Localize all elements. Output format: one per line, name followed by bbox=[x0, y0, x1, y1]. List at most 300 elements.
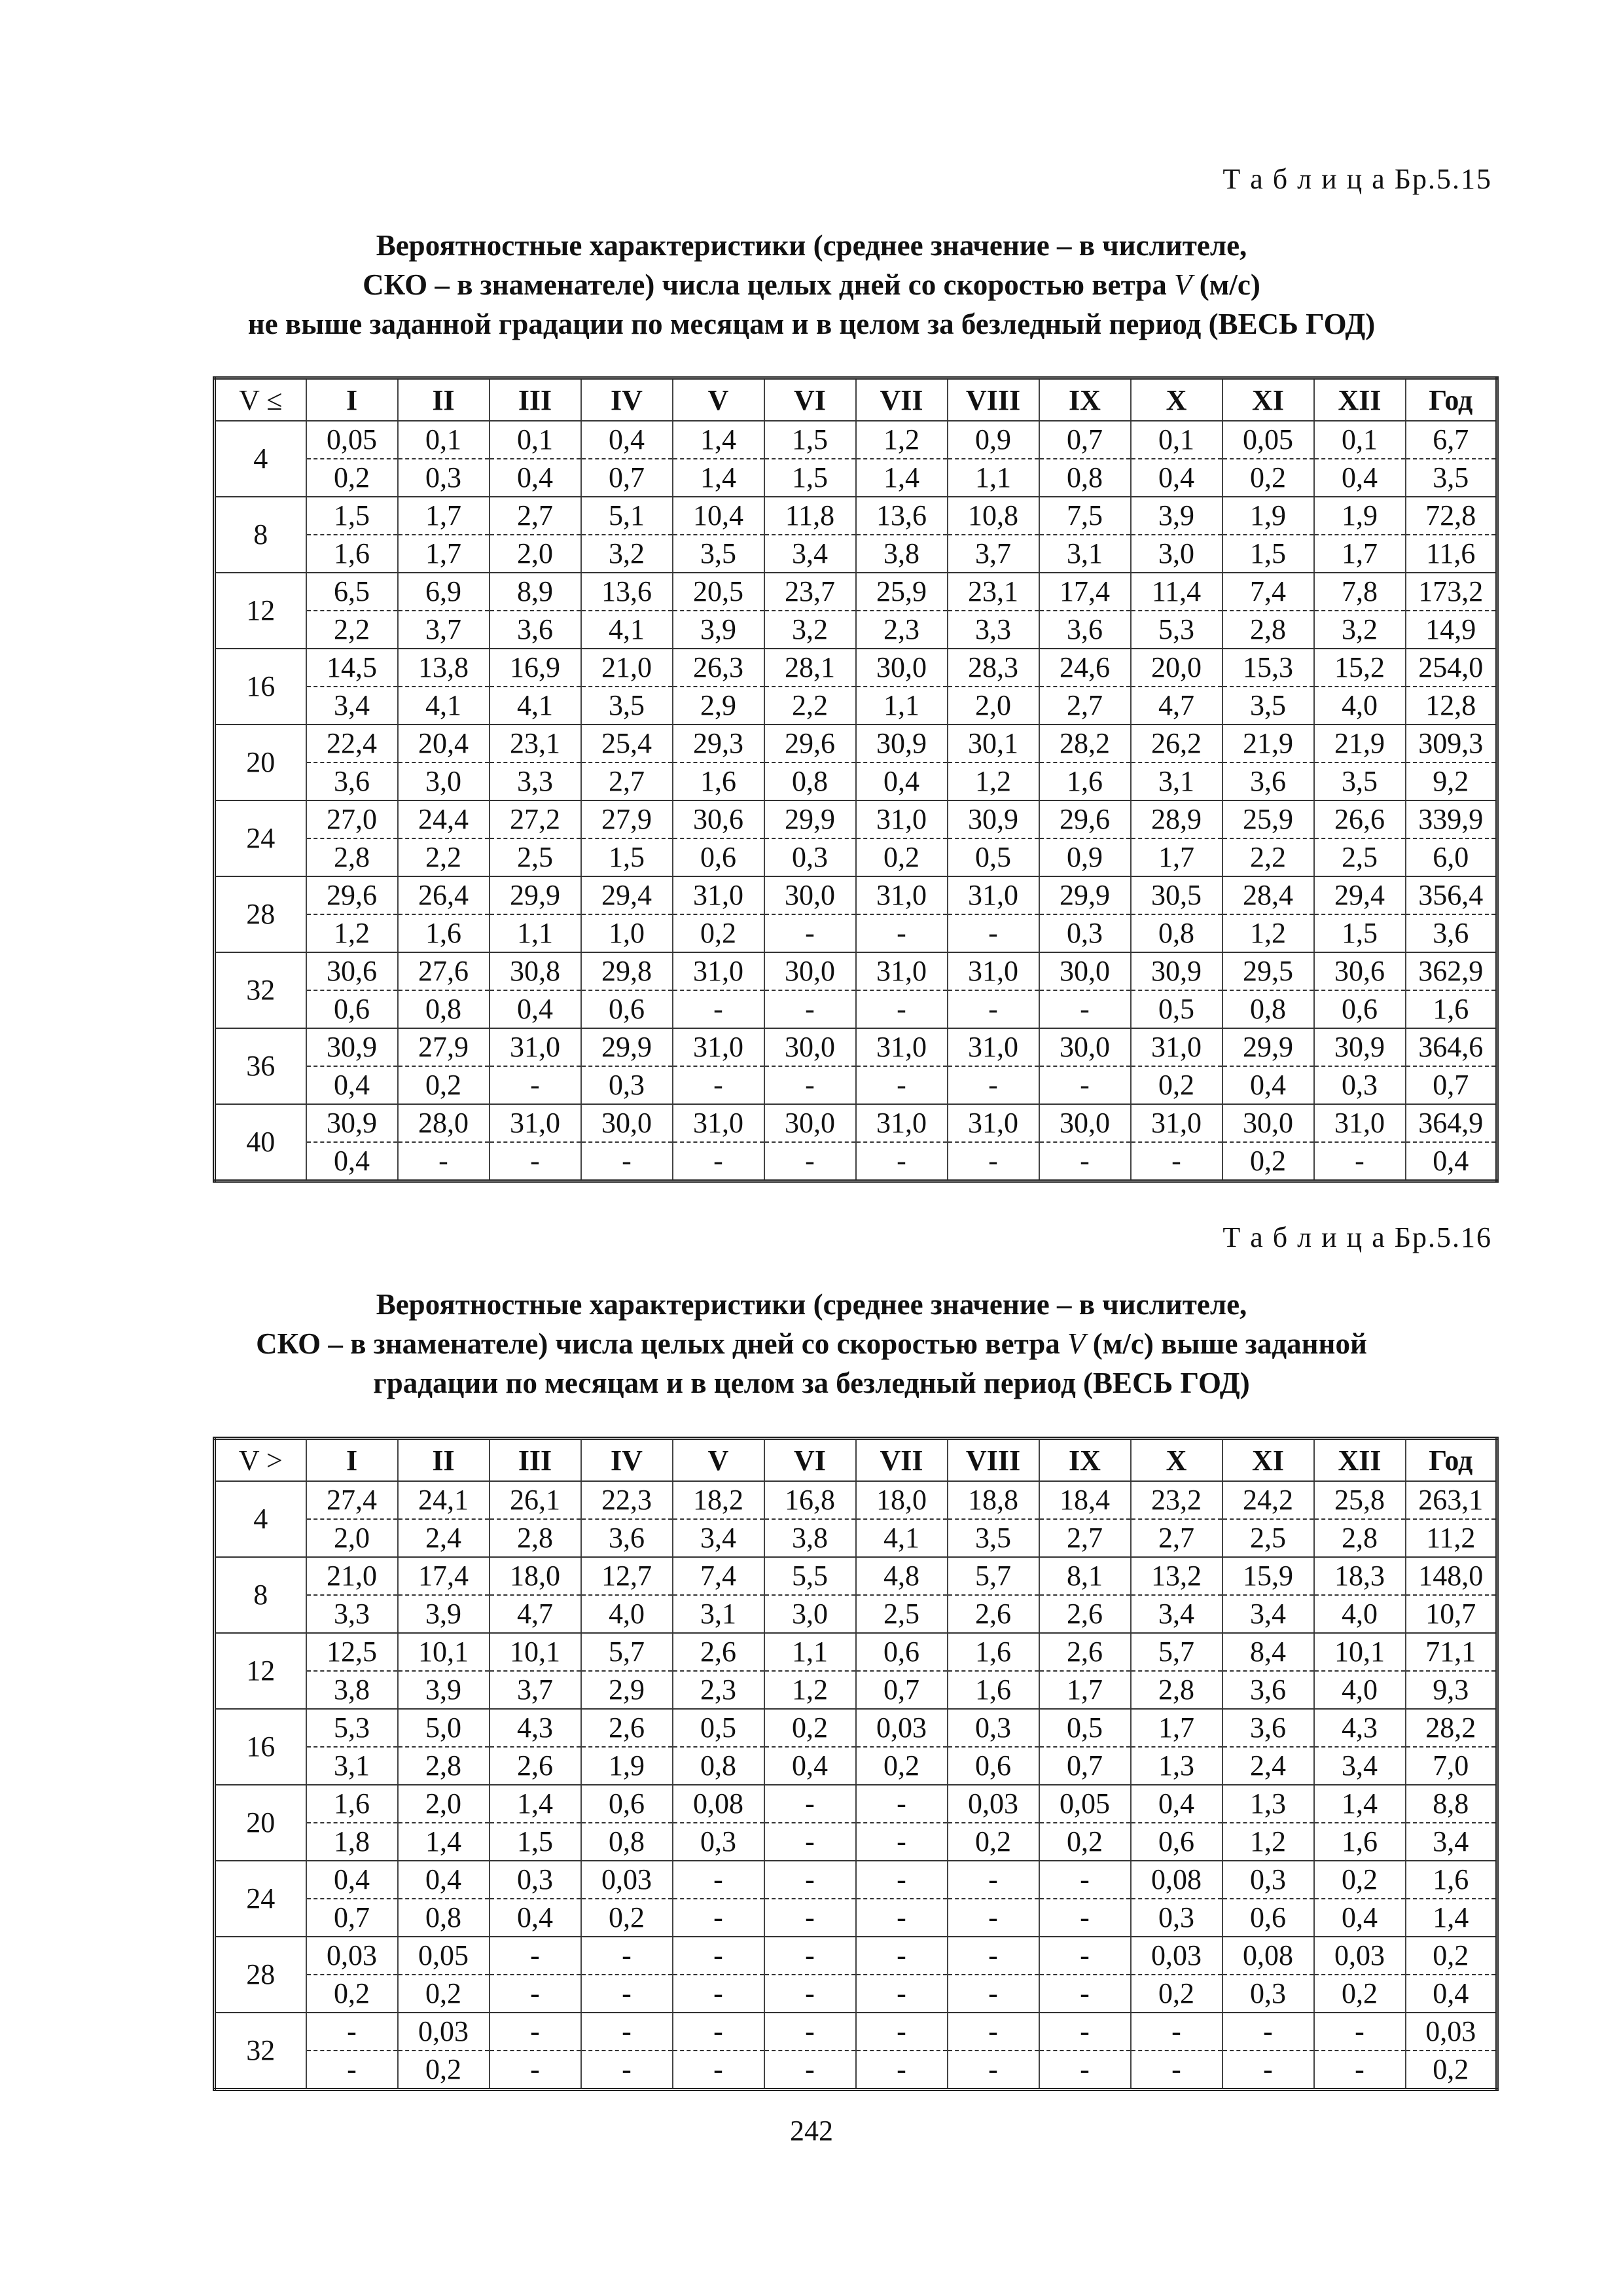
sko-cell: 0,2 bbox=[1222, 1142, 1314, 1181]
data-table bbox=[213, 376, 1499, 1183]
row-label-v: 4 bbox=[215, 1481, 306, 1557]
sko-cell: 0,8 bbox=[398, 990, 490, 1028]
table-row-mean bbox=[215, 2013, 1497, 2051]
table-row-sko bbox=[215, 459, 1497, 497]
sko-cell: 1,5 bbox=[1222, 535, 1314, 573]
sko-cell: - bbox=[673, 1899, 764, 1937]
sko-cell: 1,6 bbox=[1039, 762, 1131, 800]
sko-cell: 0,7 bbox=[856, 1671, 948, 1709]
mean-cell: 10,4 bbox=[673, 497, 764, 535]
mean-cell: 17,4 bbox=[398, 1557, 490, 1595]
sko-cell: 2,6 bbox=[1039, 1595, 1131, 1633]
mean-cell: 26,3 bbox=[673, 649, 764, 687]
table-row-mean bbox=[215, 649, 1497, 687]
sko-cell: 1,7 bbox=[1314, 535, 1406, 573]
mean-cell: - bbox=[1039, 2013, 1131, 2051]
sko-cell: 2,5 bbox=[490, 838, 581, 876]
sko-cell: 1,5 bbox=[764, 459, 856, 497]
mean-cell: 31,0 bbox=[856, 952, 948, 990]
mean-cell: 26,4 bbox=[398, 876, 490, 914]
sko-cell: 3,7 bbox=[490, 1671, 581, 1709]
table-row-sko bbox=[215, 2051, 1497, 2090]
row-label-v: 4 bbox=[215, 421, 306, 497]
mean-cell: 26,6 bbox=[1314, 800, 1406, 838]
mean-cell: 6,9 bbox=[398, 573, 490, 611]
mean-cell: 2,7 bbox=[490, 497, 581, 535]
column-header: V bbox=[673, 1439, 764, 1482]
sko-cell: 3,6 bbox=[1406, 914, 1497, 952]
mean-cell: 18,0 bbox=[856, 1481, 948, 1519]
mean-cell: 31,0 bbox=[856, 876, 948, 914]
sko-cell: 3,4 bbox=[1222, 1595, 1314, 1633]
mean-cell: 24,4 bbox=[398, 800, 490, 838]
mean-cell: 7,4 bbox=[1222, 573, 1314, 611]
column-header: II bbox=[398, 378, 490, 422]
sko-cell: 0,2 bbox=[1222, 459, 1314, 497]
column-header: I bbox=[306, 378, 398, 422]
row-label-v: 36 bbox=[215, 1028, 306, 1104]
mean-cell: 13,8 bbox=[398, 649, 490, 687]
mean-cell: 17,4 bbox=[1039, 573, 1131, 611]
mean-cell: 2,6 bbox=[581, 1709, 673, 1747]
mean-cell: 0,2 bbox=[1314, 1861, 1406, 1899]
sko-cell: 2,4 bbox=[1222, 1747, 1314, 1785]
sko-cell: 2,0 bbox=[306, 1519, 398, 1557]
page-number: 242 bbox=[790, 2115, 833, 2147]
mean-cell: 18,3 bbox=[1314, 1557, 1406, 1595]
sko-cell: 1,5 bbox=[1314, 914, 1406, 952]
sko-cell: - bbox=[1131, 2051, 1222, 2090]
mean-cell: 20,0 bbox=[1131, 649, 1222, 687]
sko-cell: 11,6 bbox=[1406, 535, 1497, 573]
mean-cell: 8,4 bbox=[1222, 1633, 1314, 1671]
sko-cell: 2,0 bbox=[948, 687, 1039, 725]
table-row-mean bbox=[215, 800, 1497, 838]
column-header: XI bbox=[1222, 378, 1314, 422]
mean-cell: 30,6 bbox=[306, 952, 398, 990]
sko-cell: 0,3 bbox=[398, 459, 490, 497]
mean-cell: 28,1 bbox=[764, 649, 856, 687]
sko-cell: 2,7 bbox=[1039, 687, 1131, 725]
mean-cell: 25,9 bbox=[1222, 800, 1314, 838]
mean-cell: 26,1 bbox=[490, 1481, 581, 1519]
sko-cell: 1,7 bbox=[398, 535, 490, 573]
sko-cell: 6,0 bbox=[1406, 838, 1497, 876]
title-line bbox=[183, 265, 1440, 304]
sko-cell: - bbox=[581, 2051, 673, 2090]
mean-cell: - bbox=[856, 1785, 948, 1823]
mean-cell: 0,1 bbox=[398, 421, 490, 459]
mean-cell: 1,5 bbox=[764, 421, 856, 459]
mean-cell: 0,08 bbox=[1131, 1861, 1222, 1899]
mean-cell: 29,9 bbox=[1222, 1028, 1314, 1066]
mean-cell: 1,6 bbox=[1406, 1861, 1497, 1899]
sko-cell: 1,4 bbox=[856, 459, 948, 497]
column-header: X bbox=[1131, 378, 1222, 422]
mean-cell: 24,2 bbox=[1222, 1481, 1314, 1519]
table-title bbox=[183, 226, 1440, 344]
mean-cell: 25,8 bbox=[1314, 1481, 1406, 1519]
mean-cell: 21,0 bbox=[581, 649, 673, 687]
mean-cell: 15,9 bbox=[1222, 1557, 1314, 1595]
mean-cell: - bbox=[673, 1937, 764, 1975]
mean-cell: 24,6 bbox=[1039, 649, 1131, 687]
mean-cell: 10,1 bbox=[1314, 1633, 1406, 1671]
mean-cell: 30,8 bbox=[490, 952, 581, 990]
sko-cell: 3,6 bbox=[1222, 1671, 1314, 1709]
sko-cell: 2,7 bbox=[581, 762, 673, 800]
column-header: VII bbox=[856, 1439, 948, 1482]
sko-cell: 1,8 bbox=[306, 1823, 398, 1861]
table-row-sko bbox=[215, 1142, 1497, 1181]
sko-cell: 2,2 bbox=[306, 611, 398, 649]
sko-cell: 0,8 bbox=[1039, 459, 1131, 497]
sko-cell: - bbox=[856, 1066, 948, 1104]
sko-cell: 7,0 bbox=[1406, 1747, 1497, 1785]
sko-cell: 0,4 bbox=[1406, 1142, 1497, 1181]
sko-cell: 0,7 bbox=[1039, 1747, 1131, 1785]
title-line: Вероятностные характеристики (среднее значение – в числителе, bbox=[376, 229, 1247, 262]
sko-cell: 1,6 bbox=[1314, 1823, 1406, 1861]
mean-cell: 18,8 bbox=[948, 1481, 1039, 1519]
sko-cell: - bbox=[856, 914, 948, 952]
sko-cell: 3,6 bbox=[1039, 611, 1131, 649]
mean-cell: 72,8 bbox=[1406, 497, 1497, 535]
sko-cell: - bbox=[398, 1142, 490, 1181]
mean-cell: 29,9 bbox=[490, 876, 581, 914]
table-row-sko bbox=[215, 611, 1497, 649]
mean-cell: 30,6 bbox=[1314, 952, 1406, 990]
table-row-mean bbox=[215, 1785, 1497, 1823]
sko-cell: - bbox=[856, 1899, 948, 1937]
mean-cell: 6,7 bbox=[1406, 421, 1497, 459]
sko-cell: 1,5 bbox=[581, 838, 673, 876]
mean-cell: 29,8 bbox=[581, 952, 673, 990]
mean-cell: - bbox=[1039, 1861, 1131, 1899]
mean-cell: 0,2 bbox=[764, 1709, 856, 1747]
sko-cell: 4,1 bbox=[856, 1519, 948, 1557]
mean-cell: 30,0 bbox=[1039, 1104, 1131, 1142]
mean-cell: 1,6 bbox=[948, 1633, 1039, 1671]
mean-cell: 13,6 bbox=[856, 497, 948, 535]
sko-cell: 2,3 bbox=[856, 611, 948, 649]
sko-cell: 2,8 bbox=[490, 1519, 581, 1557]
sko-cell: 3,8 bbox=[856, 535, 948, 573]
mean-cell: 10,8 bbox=[948, 497, 1039, 535]
row-label-v: 12 bbox=[215, 573, 306, 649]
sko-cell: 2,9 bbox=[581, 1671, 673, 1709]
sko-cell: - bbox=[490, 1142, 581, 1181]
sko-cell: 0,7 bbox=[306, 1899, 398, 1937]
sko-cell: 3,8 bbox=[764, 1519, 856, 1557]
row-label-v: 20 bbox=[215, 1785, 306, 1861]
mean-cell: 29,9 bbox=[581, 1028, 673, 1066]
sko-cell: 0,5 bbox=[1131, 990, 1222, 1028]
mean-cell: 30,9 bbox=[1131, 952, 1222, 990]
mean-cell: 29,6 bbox=[306, 876, 398, 914]
sko-cell: - bbox=[764, 1899, 856, 1937]
mean-cell: 31,0 bbox=[1314, 1104, 1406, 1142]
table-row-mean bbox=[215, 573, 1497, 611]
mean-cell: 4,3 bbox=[1314, 1709, 1406, 1747]
mean-cell: 30,6 bbox=[673, 800, 764, 838]
sko-cell: 1,4 bbox=[673, 459, 764, 497]
mean-cell: 0,6 bbox=[856, 1633, 948, 1671]
sko-cell: - bbox=[490, 1975, 581, 2013]
mean-cell: - bbox=[764, 1937, 856, 1975]
table-row-sko bbox=[215, 1519, 1497, 1557]
mean-cell: 25,4 bbox=[581, 725, 673, 762]
mean-cell: 0,3 bbox=[1222, 1861, 1314, 1899]
mean-cell: 1,2 bbox=[856, 421, 948, 459]
sko-cell: 1,2 bbox=[306, 914, 398, 952]
sko-cell: 2,6 bbox=[490, 1747, 581, 1785]
column-header: VIII bbox=[948, 1439, 1039, 1482]
sko-cell: 1,5 bbox=[490, 1823, 581, 1861]
mean-cell: 31,0 bbox=[673, 1028, 764, 1066]
table-row-mean bbox=[215, 725, 1497, 762]
sko-cell: 2,3 bbox=[673, 1671, 764, 1709]
mean-cell: 0,5 bbox=[1039, 1709, 1131, 1747]
sko-cell: 2,5 bbox=[856, 1595, 948, 1633]
mean-cell: 5,7 bbox=[948, 1557, 1039, 1595]
header-v: V ≤ bbox=[215, 378, 306, 422]
sko-cell: - bbox=[1039, 990, 1131, 1028]
mean-cell: - bbox=[856, 1937, 948, 1975]
mean-cell: 1,7 bbox=[398, 497, 490, 535]
mean-cell: 30,0 bbox=[581, 1104, 673, 1142]
sko-cell: 3,1 bbox=[1039, 535, 1131, 573]
sko-cell: 1,6 bbox=[948, 1671, 1039, 1709]
sko-cell: 3,3 bbox=[306, 1595, 398, 1633]
mean-cell: - bbox=[306, 2013, 398, 2051]
sko-cell: - bbox=[490, 1066, 581, 1104]
mean-cell: 362,9 bbox=[1406, 952, 1497, 990]
row-label-v: 28 bbox=[215, 876, 306, 952]
sko-cell: 0,3 bbox=[1314, 1066, 1406, 1104]
sko-cell: 0,2 bbox=[581, 1899, 673, 1937]
mean-cell: 1,7 bbox=[1131, 1709, 1222, 1747]
sko-cell: 0,6 bbox=[1131, 1823, 1222, 1861]
table-row-sko bbox=[215, 1595, 1497, 1633]
sko-cell: 10,7 bbox=[1406, 1595, 1497, 1633]
sko-cell: 1,2 bbox=[948, 762, 1039, 800]
sko-cell: 0,2 bbox=[1131, 1975, 1222, 2013]
mean-cell: 28,2 bbox=[1406, 1709, 1497, 1747]
sko-cell: 11,2 bbox=[1406, 1519, 1497, 1557]
sko-cell: 3,4 bbox=[306, 687, 398, 725]
mean-cell: 27,9 bbox=[581, 800, 673, 838]
column-header: IX bbox=[1039, 378, 1131, 422]
sko-cell: - bbox=[948, 990, 1039, 1028]
mean-cell: 5,7 bbox=[1131, 1633, 1222, 1671]
sko-cell: 0,2 bbox=[398, 1066, 490, 1104]
mean-cell: 0,4 bbox=[1131, 1785, 1222, 1823]
sko-cell: 3,9 bbox=[673, 611, 764, 649]
sko-cell: 0,6 bbox=[1314, 990, 1406, 1028]
mean-cell: 1,4 bbox=[1314, 1785, 1406, 1823]
sko-cell: - bbox=[856, 1975, 948, 2013]
mean-cell: - bbox=[1314, 2013, 1406, 2051]
sko-cell: 0,8 bbox=[1222, 990, 1314, 1028]
mean-cell: 31,0 bbox=[948, 952, 1039, 990]
row-label-v: 8 bbox=[215, 1557, 306, 1633]
mean-cell: 21,0 bbox=[306, 1557, 398, 1595]
sko-cell: 0,2 bbox=[856, 838, 948, 876]
title-text: СКО – в знаменателе) числа целых дней со скоростью ветра bbox=[256, 1327, 1060, 1360]
mean-cell: 11,4 bbox=[1131, 573, 1222, 611]
mean-cell: - bbox=[764, 2013, 856, 2051]
sko-cell: 1,2 bbox=[1222, 1823, 1314, 1861]
sko-cell: 2,2 bbox=[1222, 838, 1314, 876]
mean-cell: 31,0 bbox=[856, 800, 948, 838]
mean-cell: 6,5 bbox=[306, 573, 398, 611]
row-label-v: 20 bbox=[215, 725, 306, 800]
mean-cell: 0,05 bbox=[398, 1937, 490, 1975]
sko-cell: 0,4 bbox=[1131, 459, 1222, 497]
sko-cell: 3,5 bbox=[1406, 459, 1497, 497]
sko-cell: 0,8 bbox=[673, 1747, 764, 1785]
sko-cell: 3,1 bbox=[306, 1747, 398, 1785]
mean-cell: 2,6 bbox=[673, 1633, 764, 1671]
mean-cell: 3,9 bbox=[1131, 497, 1222, 535]
table-row-mean bbox=[215, 1028, 1497, 1066]
mean-cell: 14,5 bbox=[306, 649, 398, 687]
mean-cell: 26,2 bbox=[1131, 725, 1222, 762]
sko-cell: 3,7 bbox=[948, 535, 1039, 573]
sko-cell: 4,0 bbox=[1314, 687, 1406, 725]
mean-cell: 31,0 bbox=[673, 876, 764, 914]
sko-cell: 1,4 bbox=[398, 1823, 490, 1861]
sko-cell: 3,9 bbox=[398, 1595, 490, 1633]
sko-cell: 0,2 bbox=[1406, 2051, 1497, 2090]
mean-cell: 30,0 bbox=[764, 876, 856, 914]
mean-cell: 22,4 bbox=[306, 725, 398, 762]
sko-cell: - bbox=[1314, 1142, 1406, 1181]
mean-cell: 29,3 bbox=[673, 725, 764, 762]
sko-cell: - bbox=[764, 1823, 856, 1861]
sko-cell: 3,4 bbox=[673, 1519, 764, 1557]
data-table bbox=[213, 1437, 1499, 2091]
sko-cell: 0,2 bbox=[306, 1975, 398, 2013]
column-header: V bbox=[673, 378, 764, 422]
mean-cell: 12,7 bbox=[581, 1557, 673, 1595]
sko-cell: 9,3 bbox=[1406, 1671, 1497, 1709]
mean-cell: - bbox=[948, 1861, 1039, 1899]
sko-cell: 0,2 bbox=[948, 1823, 1039, 1861]
sko-cell: 0,8 bbox=[398, 1899, 490, 1937]
row-label-v: 8 bbox=[215, 497, 306, 573]
mean-cell: 71,1 bbox=[1406, 1633, 1497, 1671]
table-title bbox=[183, 1285, 1440, 1403]
sko-cell: 5,3 bbox=[1131, 611, 1222, 649]
mean-cell: 30,9 bbox=[856, 725, 948, 762]
sko-cell: 0,6 bbox=[673, 838, 764, 876]
sko-cell: 3,5 bbox=[1222, 687, 1314, 725]
mean-cell: - bbox=[856, 2013, 948, 2051]
mean-cell: 5,1 bbox=[581, 497, 673, 535]
table-row-mean bbox=[215, 1937, 1497, 1975]
mean-cell: 0,5 bbox=[673, 1709, 764, 1747]
mean-cell: 30,1 bbox=[948, 725, 1039, 762]
sko-cell: - bbox=[764, 1975, 856, 2013]
sko-cell: 0,2 bbox=[1131, 1066, 1222, 1104]
sko-cell: 1,1 bbox=[856, 687, 948, 725]
table-row-mean bbox=[215, 952, 1497, 990]
mean-cell: 23,1 bbox=[948, 573, 1039, 611]
mean-cell: - bbox=[948, 2013, 1039, 2051]
mean-cell: 18,4 bbox=[1039, 1481, 1131, 1519]
mean-cell: 10,1 bbox=[490, 1633, 581, 1671]
sko-cell: 0,8 bbox=[1131, 914, 1222, 952]
sko-cell: 0,4 bbox=[856, 762, 948, 800]
mean-cell: 20,5 bbox=[673, 573, 764, 611]
mean-cell: - bbox=[490, 1937, 581, 1975]
sko-cell: 3,4 bbox=[1406, 1823, 1497, 1861]
mean-cell: 28,9 bbox=[1131, 800, 1222, 838]
mean-cell: 10,1 bbox=[398, 1633, 490, 1671]
mean-cell: 7,8 bbox=[1314, 573, 1406, 611]
mean-cell: 13,2 bbox=[1131, 1557, 1222, 1595]
mean-cell: 364,6 bbox=[1406, 1028, 1497, 1066]
sko-cell: 0,6 bbox=[948, 1747, 1039, 1785]
sko-cell: 1,1 bbox=[948, 459, 1039, 497]
table-row-sko bbox=[215, 990, 1497, 1028]
sko-cell: - bbox=[1039, 2051, 1131, 2090]
sko-cell: - bbox=[764, 1142, 856, 1181]
mean-cell: 30,9 bbox=[306, 1104, 398, 1142]
mean-cell: 3,6 bbox=[1222, 1709, 1314, 1747]
table-row-mean bbox=[215, 1633, 1497, 1671]
mean-cell: 0,03 bbox=[948, 1785, 1039, 1823]
sko-cell: 12,8 bbox=[1406, 687, 1497, 725]
table-row-sko bbox=[215, 1747, 1497, 1785]
sko-cell: 4,0 bbox=[1314, 1595, 1406, 1633]
column-header: XI bbox=[1222, 1439, 1314, 1482]
mean-cell: 21,9 bbox=[1314, 725, 1406, 762]
title-line bbox=[183, 1324, 1440, 1363]
sko-cell: 2,5 bbox=[1314, 838, 1406, 876]
mean-cell: 27,2 bbox=[490, 800, 581, 838]
sko-cell: 2,9 bbox=[673, 687, 764, 725]
mean-cell: 5,3 bbox=[306, 1709, 398, 1747]
mean-cell: 5,5 bbox=[764, 1557, 856, 1595]
mean-cell: 13,6 bbox=[581, 573, 673, 611]
mean-cell: 5,7 bbox=[581, 1633, 673, 1671]
mean-cell: 23,1 bbox=[490, 725, 581, 762]
mean-cell: 28,2 bbox=[1039, 725, 1131, 762]
sko-cell: 0,2 bbox=[673, 914, 764, 952]
column-header: X bbox=[1131, 1439, 1222, 1482]
mean-cell: 30,0 bbox=[1039, 952, 1131, 990]
row-label-v: 32 bbox=[215, 952, 306, 1028]
sko-cell: 1,6 bbox=[673, 762, 764, 800]
sko-cell: - bbox=[856, 2051, 948, 2090]
sko-cell: 1,7 bbox=[1131, 838, 1222, 876]
sko-cell: 3,4 bbox=[764, 535, 856, 573]
sko-cell: 4,0 bbox=[581, 1595, 673, 1633]
mean-cell: 148,0 bbox=[1406, 1557, 1497, 1595]
mean-cell: 11,8 bbox=[764, 497, 856, 535]
mean-cell: 29,9 bbox=[1039, 876, 1131, 914]
table-row-mean bbox=[215, 876, 1497, 914]
row-label-v: 24 bbox=[215, 800, 306, 876]
sko-cell: 0,2 bbox=[856, 1747, 948, 1785]
mean-cell: 1,9 bbox=[1222, 497, 1314, 535]
sko-cell: 3,5 bbox=[1314, 762, 1406, 800]
mean-cell: 8,1 bbox=[1039, 1557, 1131, 1595]
sko-cell: 3,3 bbox=[948, 611, 1039, 649]
